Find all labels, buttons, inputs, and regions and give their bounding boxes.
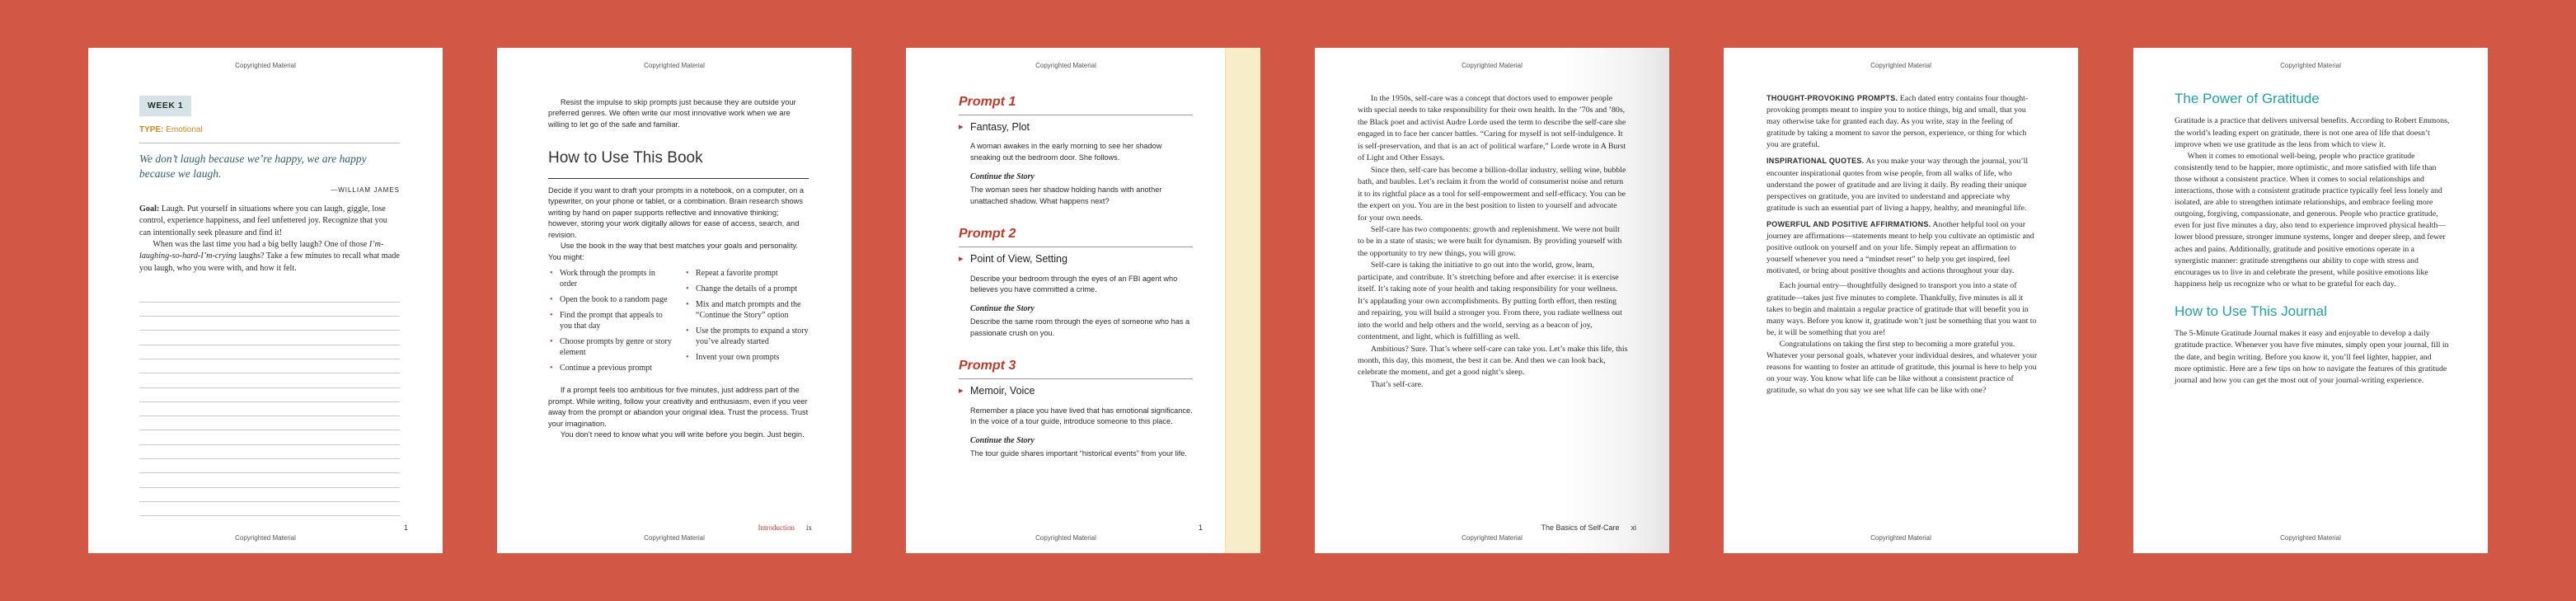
prompt-body: Remember a place you have lived that has emotional significance. In the voice of a tour guide, introduce someone to this place. (970, 406, 1193, 425)
paragraph: The 5-Minute Gratitude Journal makes it easy and enjoyable to develop a daily gratitude practice. Whenever you have five minutes, simply open your journal, fill in the date, and begin writing. Before you know it, you’ll feel lighter, happier, and more optimistic. Here are a few tips on how to navigate the features of this gratitude journal and how you can get the most out of your journal-writing experience. (2175, 329, 2449, 385)
feature-paragraph (1767, 93, 2039, 151)
paragraph: Ambitious? Sure. That’s where self-care can take you. Let’s make this life, this month, this day, this moment, the best it can be. And then we can look back, celebrate the moment, and get a good night’s sleep. (1358, 344, 1628, 378)
prompt-title: Prompt 2 (959, 227, 1016, 242)
prompt-body: Describe your bedroom through the eyes of an FBI agent who believes you have committed a crime. (970, 274, 1178, 293)
prompt-title: Prompt 1 (959, 95, 1016, 109)
list-item: • Mix and match prompts and the “Continue the Story” option (696, 299, 809, 321)
paragraph: Self-care has two components: growth and replenishment. We were not built to be in a state of stasis; we were built for dynamism. By providing yourself with the opportunity to try new things, you will grow. (1358, 224, 1622, 258)
usage-list (548, 268, 809, 378)
feature-text: Another helpful tool on your journey are affirmations—statements meant to help you cultivate an optimistic and positive outlook on yourself and on your life. Simply repeat an affirmation to yourself whenever you need a “mindset reset” to help you get inspired, feel motivated, or bring about positive thoughts and actions throughout your day. (1767, 219, 2034, 276)
prompt-paragraph (139, 239, 400, 275)
section-heading: The Power of Gratitude (2175, 91, 2320, 106)
page-number: 1 (1198, 524, 1203, 532)
paragraph: Use the book in the way that best matches your goals and personality. You might: (548, 242, 799, 261)
feature-text: As you make your way through the journal, you’ll encounter inspirational quotes from wise people, from all walks of life, who understand the power of gratitude and are living it daily. By reading their unique perspectives on gratitude, you are invited to understand and appreciate why gratitude is such an essential part of living a happy, healthy, and meaningful life. (1767, 157, 2029, 213)
copyright-header: Copyrighted Material (235, 62, 296, 69)
copyright-footer: Copyrighted Material (1870, 534, 1931, 542)
page-number: 1 (403, 524, 408, 532)
goal-paragraph (139, 204, 400, 239)
page-edge (1225, 48, 1260, 553)
page-footer (1541, 524, 1636, 532)
paragraph: Congratulations on taking the first step to becoming a more grateful you. Whatever your personal goals, whatever your individual desires, and whatever your reasons for wanting to foster an attitude of gratitude, this journal is here to help you on your way. You know what life can be like without a consistent practice of gratitude, so what do you say we see what life can be like with one? (1767, 339, 2038, 396)
prompt-title: Prompt 3 (959, 359, 1016, 373)
prompt-block (959, 357, 1193, 460)
list-item: • Invent your own prompts (696, 352, 809, 363)
list-item: • Use the prompts to expand a story you’ve already started (696, 326, 809, 347)
intro-paragraph: Resist the impulse to skip prompts just because they are outside your preferred genres. We often write our most innovative work when we are willing to let go of the safe and familiar. (548, 98, 796, 129)
list-item: • Open the book to a random page (560, 294, 673, 305)
quote: We don’t laugh because we’re happy, we are happy because we laugh. (139, 153, 367, 180)
paragraph: When it comes to emotional well-being, people who practice gratitude consistently tend to be happier, more optimistic, and more satisfied with life than those without a consistent practice. When it comes to social relationships and interactions, those with a consistent gratitude practice typically feel less lonely and isolated, are able to strengthen intimate relationships, and embrace feeling more outgoing, forgiving, compassionate, and generous. People who practice gratitude, even for just five minutes a day, also tend to experience improved physical health—lower blood pressure, stronger immune systems, longer and deeper sleep, and fewer aches and pains. Additionally, gratitude and positive emotions operate in a synergistic manner: gratitude strengthens our ability to cope with stress and encourages us to live in and celebrate the present, while positive emotions like happiness help us recognize who or what to be grateful for each day. (2175, 151, 2447, 289)
prompt-text-a: When was the last time you had a big belly laugh? One of those (152, 240, 369, 249)
continue-body: The woman sees her shadow holding hands with another unattached shadow. What happens next? (970, 185, 1162, 205)
copyright-footer: Copyrighted Material (2280, 534, 2341, 542)
book-page-3 (906, 48, 1260, 553)
book-page-6 (2133, 48, 2488, 553)
paragraph: Decide if you want to draft your prompts in a notebook, on a computer, on a typewriter, on your phone or tablet, or a combination. Brain research shows writing by hand on paper supports reflective and innovative thinking; however, storing your work digitally allows for ease of access, search, and revision. (548, 185, 805, 239)
list-item: • Choose prompts by genre or story element (560, 336, 673, 358)
list-item: • Repeat a favorite prompt (696, 268, 809, 279)
page-number: ix (805, 524, 812, 532)
copyright-footer: Copyrighted Material (1035, 534, 1096, 542)
feature-label: POWERFUL AND POSITIVE AFFIRMATIONS. (1767, 219, 1931, 228)
copyright-header: Copyrighted Material (1462, 62, 1523, 69)
copyright-header: Copyrighted Material (2280, 62, 2341, 69)
section-heading: How to Use This Journal (2175, 303, 2327, 319)
page-footer (758, 524, 812, 532)
prompt-body: A woman awakes in the early morning to see her shadow sneaking out the bedroom door. She follows. (970, 142, 1162, 162)
type-label: TYPE: (139, 124, 164, 134)
feature-label: INSPIRATIONAL QUOTES. (1767, 157, 1865, 166)
list-item: • Find the prompt that appeals to you that day (560, 310, 673, 331)
feature-text: Each dated entry contains four thought-provoking prompts meant to inspire you to notice things, big and small, that you may otherwise take for granted each day. As you write, stay in the feeling of gratitude by taking a moment to savor the person, experience, or thing for which you are grateful. (1767, 94, 2029, 150)
prompt-text-italic: I’m-laughing-so-hard-I’m-crying (139, 240, 384, 261)
paragraph: In the 1950s, self-care was a concept that doctors used to empower people with special needs to take responsibility for their own health. In the ’70s and ’80s, the Black poet and activist Audre Lorde used the term to describe the self-care she engaged in to face her cancer battles. “Caring for myself is not self-indulgence. It is self-preservation, and that is an act of political warfare,” Lorde wrote in A Burst of Light and Other Essays. (1358, 94, 1626, 163)
heading-rule (548, 178, 809, 179)
goal-text: Laugh. Put yourself in situations where you can laugh, giggle, lose control, experience happiness, and feel unfettered joy. Recognize that you can intentionally seek pleasure and find it! (139, 204, 387, 237)
prompt-topic: ▸ Fantasy, Plot (959, 120, 1193, 135)
paragraph: You don’t need to know what you will write before you begin. Just begin. (560, 430, 805, 439)
book-page-5 (1724, 48, 2078, 553)
paragraph: Gratitude is a practice that delivers universal benefits. According to Robert Emmons, the world’s leading expert on gratitude, there is not one area of life that doesn’t improve when we use gratitude as the lens from which to view it. (2175, 116, 2450, 149)
prompt-block (959, 225, 1193, 339)
paragraph: If a prompt feels too ambitious for five minutes, just address part of the prompt. While writing, follow your creativity and enthusiasm, even if you veer away from the prompt or abandon your original idea. Trust the process. Trust your imagination. (548, 386, 809, 428)
copyright-footer: Copyrighted Material (235, 534, 296, 542)
prompt-rule (959, 378, 1193, 379)
goal-label: Goal: (139, 204, 160, 214)
book-page-4 (1315, 48, 1669, 553)
paragraph: Self-care is taking the initiative to go out into the world, grow, learn, participate, and contribute. It’s stretching before and after exercise: it is exercise itself. It’s taking note of your health and taking responsibility for your wellness. It’s applauding your own accomplishments. By putting forth effort, then resting and repairing, you will build a stronger you. From there, you radiate wellness out into the world and help others and the world, serving as a beacon of joy, contentment, and light, which is fulfilling as well. (1358, 261, 1622, 342)
copyright-footer: Copyrighted Material (1462, 534, 1523, 542)
prompt-topic: ▸ Memoir, Voice (959, 384, 1193, 399)
week-label: WEEK 1 (139, 96, 191, 116)
copyright-header: Copyrighted Material (644, 62, 705, 69)
feature-label: THOUGHT-PROVOKING PROMPTS. (1767, 94, 1898, 102)
copyright-header: Copyrighted Material (1870, 62, 1931, 69)
footer-label: The Basics of Self-Care (1541, 524, 1620, 532)
continue-label: Continue the Story (970, 436, 1035, 446)
page-number: xi (1631, 524, 1636, 532)
list-item: • Change the details of a prompt (696, 284, 809, 294)
copyright-header: Copyrighted Material (1035, 62, 1096, 69)
prompt-block (959, 93, 1193, 207)
prompt-topic: ▸ Point of View, Setting (959, 252, 1193, 267)
book-page-2 (497, 48, 852, 553)
list-item: • Continue a previous prompt (560, 363, 673, 373)
list-item: • Work through the prompts in order (560, 268, 673, 289)
type-value: Emotional (166, 124, 203, 134)
type-line (139, 124, 400, 136)
continue-label: Continue the Story (970, 172, 1035, 182)
feature-paragraph (1767, 156, 2039, 214)
paragraph: That’s self-care. (1370, 379, 1424, 389)
footer-label: Introduction (758, 524, 795, 532)
section-heading: How to Use This Book (548, 149, 703, 167)
paragraph: Since then, self-care has become a billion-dollar industry, selling wine, bubble bath, and baubles. Let’s reclaim it from the world of consumerist noise and return it to its rightful place as a tool for self-empowerment and self-efficacy. You can be the expert on you. You are in the best position to listen to yourself and advocate for your own needs. (1358, 165, 1626, 223)
continue-label: Continue the Story (970, 304, 1035, 314)
paragraph: Each journal entry—thoughtfully designed to transport you into a state of gratitude—takes just five minutes to complete. Thankfully, five minutes is all it takes to begin and maintain a regular practice of gratitude that will benefit you in many ways. Before you know it, gratitude won’t just be something that you want to be, it will be something that you are! (1767, 281, 2037, 337)
copyright-footer: Copyrighted Material (644, 534, 705, 542)
continue-body: The tour guide shares important “historical events” from your life. (970, 449, 1187, 458)
writing-lines (139, 288, 400, 516)
quote-attribution: —WILLIAM JAMES (331, 186, 400, 195)
continue-body: Describe the same room through the eyes of someone who has a passionate crush on you. (970, 317, 1190, 337)
book-page-1 (88, 48, 443, 553)
feature-paragraph (1767, 219, 2039, 277)
prompt-text-b: laughs? Take a few minutes to recall what made you laugh, who you were with, and how it felt. (139, 251, 400, 273)
